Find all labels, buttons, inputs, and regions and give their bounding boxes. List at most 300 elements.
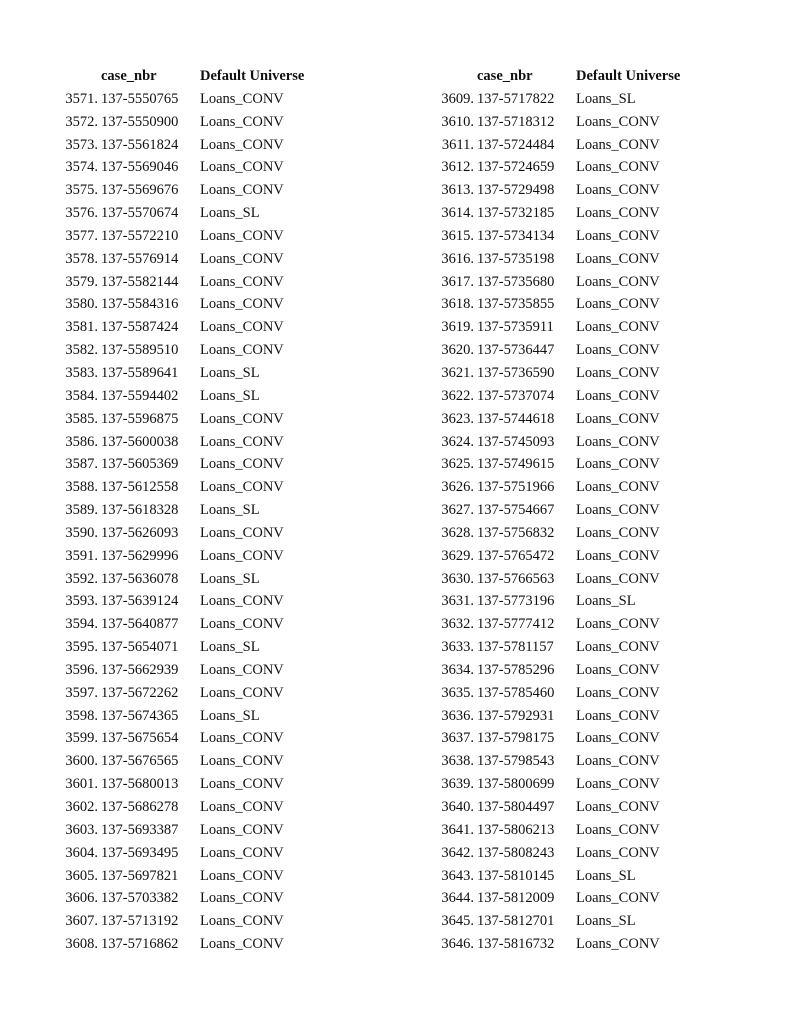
row-number: 3632. xyxy=(441,616,474,633)
row-number: 3641. xyxy=(441,821,474,838)
table-row xyxy=(52,568,320,591)
listing-body-left xyxy=(52,88,320,956)
row-number: 3619. xyxy=(441,319,474,336)
table-row xyxy=(52,362,320,385)
default-universe-cell: Loans_CONV xyxy=(200,890,284,907)
case-nbr-cell: 137-5572210 xyxy=(101,227,179,244)
default-universe-cell: Loans_CONV xyxy=(200,296,284,313)
default-universe-cell: Loans_CONV xyxy=(576,753,660,770)
default-universe-cell: Loans_CONV xyxy=(576,387,660,404)
table-row xyxy=(428,773,696,796)
default-universe-cell: Loans_CONV xyxy=(576,570,660,587)
default-universe-cell: Loans_CONV xyxy=(200,273,284,290)
default-universe-cell: Loans_SL xyxy=(200,387,260,404)
table-row xyxy=(428,339,696,362)
row-number: 3634. xyxy=(441,661,474,678)
case-nbr-cell: 137-5676565 xyxy=(101,753,179,770)
row-number: 3627. xyxy=(441,502,474,519)
table-row xyxy=(52,225,320,248)
case-nbr-cell: 137-5589510 xyxy=(101,342,179,359)
default-universe-cell: Loans_SL xyxy=(200,502,260,519)
case-nbr-header: case_nbr xyxy=(477,68,533,84)
table-row xyxy=(428,202,696,225)
default-universe-cell: Loans_CONV xyxy=(200,227,284,244)
default-universe-cell: Loans_SL xyxy=(576,913,636,930)
row-number: 3622. xyxy=(441,387,474,404)
default-universe-cell: Loans_CONV xyxy=(576,296,660,313)
table-row xyxy=(52,339,320,362)
table-row xyxy=(52,933,320,956)
default-universe-cell: Loans_CONV xyxy=(576,661,660,678)
default-universe-cell: Loans_CONV xyxy=(200,90,284,107)
case-nbr-cell: 137-5806213 xyxy=(477,821,555,838)
case-nbr-cell: 137-5798543 xyxy=(477,753,555,770)
default-universe-cell: Loans_CONV xyxy=(200,844,284,861)
row-number: 3603. xyxy=(65,821,98,838)
listing-table-right xyxy=(428,65,696,956)
row-number: 3626. xyxy=(441,479,474,496)
default-universe-cell: Loans_CONV xyxy=(200,113,284,130)
row-number: 3574. xyxy=(65,159,98,176)
default-universe-cell: Loans_CONV xyxy=(576,136,660,153)
table-row xyxy=(52,408,320,431)
default-universe-cell: Loans_CONV xyxy=(200,913,284,930)
table-row xyxy=(52,705,320,728)
row-number: 3596. xyxy=(65,661,98,678)
table-row xyxy=(52,636,320,659)
default-universe-cell: Loans_CONV xyxy=(200,821,284,838)
table-row xyxy=(428,887,696,910)
table-row xyxy=(428,476,696,499)
case-nbr-cell: 137-5756832 xyxy=(477,524,555,541)
default-universe-cell: Loans_CONV xyxy=(576,479,660,496)
row-number: 3580. xyxy=(65,296,98,313)
row-number: 3614. xyxy=(441,205,474,222)
case-nbr-cell: 137-5626093 xyxy=(101,524,179,541)
case-nbr-cell: 137-5716862 xyxy=(101,936,179,953)
default-universe-cell: Loans_CONV xyxy=(576,113,660,130)
table-row xyxy=(428,225,696,248)
default-universe-cell: Loans_CONV xyxy=(576,205,660,222)
table-row xyxy=(428,111,696,134)
row-number: 3576. xyxy=(65,205,98,222)
row-number: 3624. xyxy=(441,433,474,450)
table-row xyxy=(428,750,696,773)
table-row xyxy=(52,773,320,796)
case-nbr-cell: 137-5766563 xyxy=(477,570,555,587)
row-number: 3631. xyxy=(441,593,474,610)
case-nbr-cell: 137-5816732 xyxy=(477,936,555,953)
row-number: 3607. xyxy=(65,913,98,930)
case-nbr-cell: 137-5569046 xyxy=(101,159,179,176)
case-nbr-cell: 137-5724659 xyxy=(477,159,555,176)
default-universe-cell: Loans_CONV xyxy=(576,799,660,815)
row-number: 3621. xyxy=(441,364,474,381)
table-row xyxy=(428,910,696,933)
header-row xyxy=(428,65,696,88)
default-universe-cell: Loans_CONV xyxy=(576,433,660,450)
default-universe-cell: Loans_CONV xyxy=(200,479,284,496)
case-nbr-cell: 137-5777412 xyxy=(477,616,555,633)
default-universe-cell: Loans_CONV xyxy=(576,182,660,199)
table-row xyxy=(52,545,320,568)
case-nbr-cell: 137-5570674 xyxy=(101,205,179,222)
case-nbr-cell: 137-5672262 xyxy=(101,684,179,701)
row-number: 3635. xyxy=(441,684,474,701)
default-universe-cell: Loans_CONV xyxy=(576,456,660,473)
default-universe-cell: Loans_CONV xyxy=(200,319,284,336)
default-universe-cell: Loans_CONV xyxy=(200,730,284,747)
table-row xyxy=(428,590,696,613)
case-nbr-cell: 137-5693495 xyxy=(101,844,179,861)
case-nbr-cell: 137-5576914 xyxy=(101,250,179,267)
default-universe-cell: Loans_CONV xyxy=(576,936,660,953)
case-nbr-cell: 137-5717822 xyxy=(477,90,555,107)
default-universe-cell: Loans_CONV xyxy=(576,844,660,861)
listing-body-right xyxy=(428,88,696,956)
default-universe-cell: Loans_CONV xyxy=(200,433,284,450)
row-number: 3583. xyxy=(65,364,98,381)
case-nbr-cell: 137-5713192 xyxy=(101,913,179,930)
default-universe-cell: Loans_CONV xyxy=(200,867,284,884)
table-row xyxy=(52,293,320,316)
row-number: 3571. xyxy=(65,90,98,107)
row-number: 3612. xyxy=(441,159,474,176)
row-number: 3604. xyxy=(65,844,98,861)
default-universe-cell: Loans_CONV xyxy=(576,250,660,267)
table-row xyxy=(428,293,696,316)
default-universe-cell: Loans_CONV xyxy=(200,547,284,564)
table-row xyxy=(428,659,696,682)
case-nbr-cell: 137-5765472 xyxy=(477,547,555,564)
table-row xyxy=(428,316,696,339)
default-universe-cell: Loans_CONV xyxy=(200,342,284,359)
row-number: 3642. xyxy=(441,844,474,861)
table-row xyxy=(428,522,696,545)
row-number: 3645. xyxy=(441,913,474,930)
table-row xyxy=(52,476,320,499)
case-nbr-cell: 137-5639124 xyxy=(101,593,179,610)
row-number: 3594. xyxy=(65,616,98,633)
case-nbr-cell: 137-5596875 xyxy=(101,410,179,427)
table-row xyxy=(52,248,320,271)
table-row xyxy=(52,750,320,773)
default-universe-cell: Loans_CONV xyxy=(576,502,660,519)
case-nbr-cell: 137-5584316 xyxy=(101,296,179,313)
listing-table-left xyxy=(52,65,320,956)
case-nbr-cell: 137-5785460 xyxy=(477,684,555,701)
default-universe-cell: Loans_CONV xyxy=(576,707,660,724)
case-nbr-cell: 137-5654071 xyxy=(101,639,179,656)
default-universe-cell: Loans_CONV xyxy=(576,776,660,793)
table-row xyxy=(428,727,696,750)
case-nbr-cell: 137-5587424 xyxy=(101,319,179,336)
row-number: 3592. xyxy=(65,570,98,587)
case-nbr-header: case_nbr xyxy=(101,68,157,84)
case-nbr-cell: 137-5792931 xyxy=(477,707,555,724)
table-row xyxy=(428,431,696,454)
table-row xyxy=(52,522,320,545)
row-number: 3582. xyxy=(65,342,98,359)
case-nbr-cell: 137-5589641 xyxy=(101,364,179,381)
row-number: 3581. xyxy=(65,319,98,336)
row-number: 3584. xyxy=(65,387,98,404)
case-nbr-cell: 137-5724484 xyxy=(477,136,555,153)
case-nbr-cell: 137-5636078 xyxy=(101,570,179,587)
row-number: 3618. xyxy=(441,296,474,313)
case-nbr-cell: 137-5605369 xyxy=(101,456,179,473)
case-nbr-cell: 137-5812701 xyxy=(477,913,555,930)
table-row xyxy=(52,727,320,750)
case-nbr-cell: 137-5745093 xyxy=(477,433,555,450)
case-nbr-cell: 137-5582144 xyxy=(101,273,179,290)
header-row xyxy=(52,65,320,88)
default-universe-header: Default Universe xyxy=(576,68,681,84)
table-row xyxy=(428,156,696,179)
row-number: 3599. xyxy=(65,730,98,747)
row-number: 3595. xyxy=(65,639,98,656)
case-nbr-cell: 137-5640877 xyxy=(101,616,179,633)
row-number: 3637. xyxy=(441,730,474,747)
default-universe-cell: Loans_CONV xyxy=(200,799,284,815)
table-row xyxy=(428,842,696,865)
default-universe-cell: Loans_CONV xyxy=(200,936,284,953)
table-row xyxy=(428,682,696,705)
table-row xyxy=(428,705,696,728)
case-nbr-cell: 137-5686278 xyxy=(101,799,179,815)
row-number: 3636. xyxy=(441,707,474,724)
case-nbr-cell: 137-5569676 xyxy=(101,182,179,199)
case-nbr-cell: 137-5662939 xyxy=(101,661,179,678)
row-number: 3625. xyxy=(441,456,474,473)
table-row xyxy=(428,88,696,111)
default-universe-cell: Loans_SL xyxy=(200,707,260,724)
default-universe-cell: Loans_CONV xyxy=(576,684,660,701)
row-number: 3615. xyxy=(441,227,474,244)
table-row xyxy=(428,545,696,568)
table-row xyxy=(52,431,320,454)
case-nbr-cell: 137-5810145 xyxy=(477,867,555,884)
case-nbr-cell: 137-5773196 xyxy=(477,593,555,610)
row-number: 3617. xyxy=(441,273,474,290)
row-number: 3591. xyxy=(65,547,98,564)
table-row xyxy=(52,659,320,682)
table-row xyxy=(52,134,320,157)
case-nbr-cell: 137-5675654 xyxy=(101,730,179,747)
row-number: 3628. xyxy=(441,524,474,541)
table-row xyxy=(52,179,320,202)
case-nbr-cell: 137-5751966 xyxy=(477,479,555,496)
default-universe-cell: Loans_CONV xyxy=(576,639,660,656)
default-universe-cell: Loans_CONV xyxy=(200,684,284,701)
table-row xyxy=(428,134,696,157)
row-number: 3605. xyxy=(65,867,98,884)
table-row xyxy=(428,613,696,636)
case-nbr-cell: 137-5735198 xyxy=(477,250,555,267)
row-number: 3616. xyxy=(441,250,474,267)
table-row xyxy=(52,271,320,294)
table-row xyxy=(52,202,320,225)
case-nbr-cell: 137-5736447 xyxy=(477,342,555,359)
default-universe-cell: Loans_CONV xyxy=(576,890,660,907)
default-universe-cell: Loans_SL xyxy=(200,639,260,656)
case-nbr-cell: 137-5736590 xyxy=(477,364,555,381)
default-universe-cell: Loans_CONV xyxy=(200,159,284,176)
default-universe-cell: Loans_CONV xyxy=(200,524,284,541)
row-number: 3644. xyxy=(441,890,474,907)
table-row xyxy=(428,499,696,522)
row-number: 3623. xyxy=(441,410,474,427)
case-nbr-cell: 137-5674365 xyxy=(101,707,179,724)
default-universe-cell: Loans_SL xyxy=(576,90,636,107)
default-universe-cell: Loans_CONV xyxy=(200,593,284,610)
table-row xyxy=(428,796,696,819)
default-universe-cell: Loans_CONV xyxy=(576,616,660,633)
table-row xyxy=(52,796,320,819)
table-row xyxy=(428,819,696,842)
table-row xyxy=(428,933,696,956)
row-number: 3572. xyxy=(65,113,98,130)
default-universe-cell: Loans_SL xyxy=(576,593,636,610)
case-nbr-cell: 137-5594402 xyxy=(101,387,179,404)
row-number: 3597. xyxy=(65,684,98,701)
default-universe-cell: Loans_CONV xyxy=(576,730,660,747)
case-nbr-cell: 137-5693387 xyxy=(101,821,179,838)
table-row xyxy=(428,453,696,476)
row-number: 3640. xyxy=(441,799,474,815)
case-nbr-cell: 137-5800699 xyxy=(477,776,555,793)
default-universe-cell: Loans_CONV xyxy=(576,410,660,427)
default-universe-cell: Loans_SL xyxy=(576,867,636,884)
table-row xyxy=(52,88,320,111)
table-row xyxy=(52,819,320,842)
row-number: 3608. xyxy=(65,936,98,953)
case-nbr-cell: 137-5735855 xyxy=(477,296,555,313)
default-universe-cell: Loans_SL xyxy=(200,570,260,587)
default-universe-cell: Loans_CONV xyxy=(200,616,284,633)
row-number: 3646. xyxy=(441,936,474,953)
row-number: 3588. xyxy=(65,479,98,496)
default-universe-cell: Loans_CONV xyxy=(200,456,284,473)
row-number: 3638. xyxy=(441,753,474,770)
default-universe-cell: Loans_CONV xyxy=(576,273,660,290)
case-nbr-cell: 137-5812009 xyxy=(477,890,555,907)
row-number: 3610. xyxy=(441,113,474,130)
case-nbr-cell: 137-5697821 xyxy=(101,867,179,884)
table-row xyxy=(428,408,696,431)
default-universe-cell: Loans_CONV xyxy=(200,661,284,678)
table-row xyxy=(52,613,320,636)
row-number: 3600. xyxy=(65,753,98,770)
row-number-header xyxy=(52,65,100,88)
case-nbr-cell: 137-5550900 xyxy=(101,113,179,130)
case-nbr-cell: 137-5680013 xyxy=(101,776,179,793)
table-row xyxy=(428,568,696,591)
table-row xyxy=(52,842,320,865)
row-number: 3578. xyxy=(65,250,98,267)
row-number: 3579. xyxy=(65,273,98,290)
default-universe-cell: Loans_SL xyxy=(200,364,260,381)
table-row xyxy=(428,636,696,659)
default-universe-cell: Loans_CONV xyxy=(576,227,660,244)
row-number: 3586. xyxy=(65,433,98,450)
case-nbr-cell: 137-5612558 xyxy=(101,479,179,496)
table-row xyxy=(428,385,696,408)
default-universe-cell: Loans_CONV xyxy=(576,159,660,176)
default-universe-cell: Loans_CONV xyxy=(200,182,284,199)
default-universe-cell: Loans_CONV xyxy=(200,136,284,153)
case-nbr-cell: 137-5749615 xyxy=(477,456,555,473)
case-nbr-cell: 137-5798175 xyxy=(477,730,555,747)
row-number: 3587. xyxy=(65,456,98,473)
case-nbr-cell: 137-5744618 xyxy=(477,410,555,427)
row-number: 3613. xyxy=(441,182,474,199)
row-number: 3609. xyxy=(441,90,474,107)
table-row xyxy=(428,179,696,202)
case-nbr-cell: 137-5735680 xyxy=(477,273,555,290)
case-nbr-cell: 137-5804497 xyxy=(477,799,555,815)
table-row xyxy=(428,248,696,271)
table-row xyxy=(52,156,320,179)
case-nbr-cell: 137-5737074 xyxy=(477,387,555,404)
case-nbr-cell: 137-5718312 xyxy=(477,113,555,130)
default-universe-cell: Loans_CONV xyxy=(576,319,660,336)
case-nbr-cell: 137-5754667 xyxy=(477,502,555,519)
table-row xyxy=(428,865,696,888)
case-nbr-cell: 137-5729498 xyxy=(477,182,555,199)
row-number-header xyxy=(428,65,476,88)
table-row xyxy=(52,865,320,888)
case-nbr-cell: 137-5785296 xyxy=(477,661,555,678)
row-number: 3590. xyxy=(65,524,98,541)
case-nbr-cell: 137-5561824 xyxy=(101,136,179,153)
default-universe-cell: Loans_CONV xyxy=(200,776,284,793)
row-number: 3585. xyxy=(65,410,98,427)
default-universe-cell: Loans_CONV xyxy=(576,821,660,838)
table-row xyxy=(428,362,696,385)
table-row xyxy=(52,499,320,522)
row-number: 3575. xyxy=(65,182,98,199)
table-row xyxy=(52,111,320,134)
row-number: 3602. xyxy=(65,799,98,815)
case-nbr-cell: 137-5703382 xyxy=(101,890,179,907)
case-nbr-cell: 137-5781157 xyxy=(477,639,554,656)
row-number: 3573. xyxy=(65,136,98,153)
row-number: 3620. xyxy=(441,342,474,359)
table-row xyxy=(52,453,320,476)
row-number: 3639. xyxy=(441,776,474,793)
default-universe-cell: Loans_CONV xyxy=(576,364,660,381)
table-row xyxy=(52,385,320,408)
table-row xyxy=(52,682,320,705)
default-universe-cell: Loans_CONV xyxy=(200,250,284,267)
row-number: 3643. xyxy=(441,867,474,884)
case-nbr-cell: 137-5618328 xyxy=(101,502,179,519)
row-number: 3598. xyxy=(65,707,98,724)
default-universe-header: Default Universe xyxy=(200,68,305,84)
default-universe-cell: Loans_SL xyxy=(200,205,260,222)
row-number: 3593. xyxy=(65,593,98,610)
table-row xyxy=(52,910,320,933)
case-nbr-cell: 137-5550765 xyxy=(101,90,179,107)
table-row xyxy=(52,590,320,613)
row-number: 3611. xyxy=(441,136,474,153)
case-nbr-cell: 137-5808243 xyxy=(477,844,555,861)
row-number: 3601. xyxy=(65,776,98,793)
case-nbr-cell: 137-5600038 xyxy=(101,433,179,450)
case-nbr-cell: 137-5734134 xyxy=(477,227,555,244)
case-nbr-cell: 137-5732185 xyxy=(477,205,555,222)
